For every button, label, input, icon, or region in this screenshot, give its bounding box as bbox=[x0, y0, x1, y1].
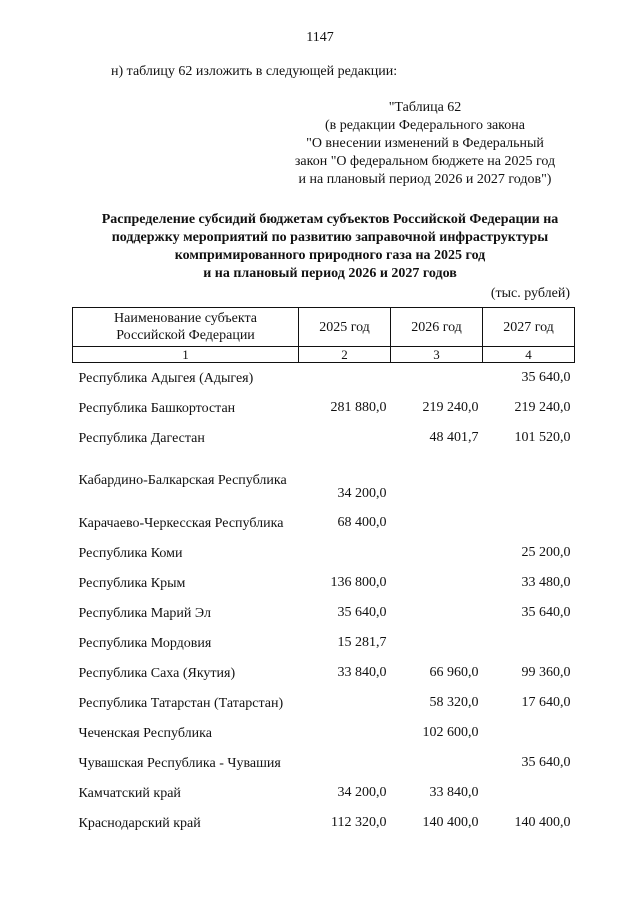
region-name: Камчатский край bbox=[78, 785, 181, 801]
value-2026: 219 240,0 bbox=[422, 400, 479, 415]
table-row bbox=[73, 598, 575, 628]
header-row bbox=[73, 308, 575, 347]
table-row bbox=[73, 538, 575, 568]
value-2025: 34 200,0 bbox=[337, 785, 387, 800]
value-2026: 102 600,0 bbox=[422, 725, 479, 740]
value-2027: 35 640,0 bbox=[521, 370, 571, 385]
value-2026 bbox=[391, 628, 483, 658]
value-2026 bbox=[391, 508, 483, 538]
value-2026: 140 400,0 bbox=[422, 815, 479, 830]
redaction-line: закон "О федеральном бюджете на 2025 год bbox=[294, 154, 556, 169]
column-number: 4 bbox=[483, 347, 575, 363]
redaction-note bbox=[260, 99, 590, 189]
value-2026 bbox=[391, 568, 483, 598]
value-2027: 17 640,0 bbox=[521, 695, 571, 710]
region-name: Краснодарский край bbox=[78, 815, 201, 831]
value-2025 bbox=[299, 688, 391, 718]
redaction-line: (в редакции Федерального закона bbox=[325, 118, 525, 133]
table-title-line: компримированного природного газа на 2025 год bbox=[174, 248, 486, 263]
page-number: 1147 bbox=[306, 30, 334, 45]
header-2027: 2027 год bbox=[483, 308, 575, 347]
table-title-line: Распределение субсидий бюджетам субъектов Российской Федерации на bbox=[101, 212, 559, 227]
units-label: (тыс. рублей) bbox=[490, 286, 570, 301]
value-2025: 68 400,0 bbox=[337, 515, 387, 530]
value-2027 bbox=[483, 778, 575, 808]
table-row bbox=[73, 363, 575, 394]
value-2026: 48 401,7 bbox=[429, 430, 479, 445]
table-row bbox=[73, 453, 575, 508]
table-row bbox=[73, 688, 575, 718]
value-2025 bbox=[299, 718, 391, 748]
value-2025 bbox=[299, 423, 391, 453]
table-row bbox=[73, 718, 575, 748]
value-2026 bbox=[391, 363, 483, 394]
header-region bbox=[73, 308, 299, 347]
table-row bbox=[73, 423, 575, 453]
value-2027: 25 200,0 bbox=[521, 545, 571, 560]
value-2025 bbox=[299, 748, 391, 778]
column-number: 1 bbox=[73, 347, 299, 363]
value-2027: 101 520,0 bbox=[514, 430, 571, 445]
value-2026: 66 960,0 bbox=[429, 665, 479, 680]
table-row bbox=[73, 748, 575, 778]
value-2025: 112 320,0 bbox=[331, 815, 387, 830]
value-2027 bbox=[483, 508, 575, 538]
value-2027 bbox=[483, 628, 575, 658]
subsidy-table bbox=[72, 307, 575, 838]
value-2027: 35 640,0 bbox=[521, 755, 571, 770]
value-2026 bbox=[391, 748, 483, 778]
table-title-line: и на плановый период 2026 и 2027 годов bbox=[203, 266, 457, 281]
region-name: Республика Саха (Якутия) bbox=[78, 665, 236, 681]
table-row bbox=[73, 568, 575, 598]
region-name: Чувашская Республика - Чувашия bbox=[78, 755, 281, 771]
header-2025: 2025 год bbox=[299, 308, 391, 347]
redaction-line: и на плановый период 2026 и 2027 годов") bbox=[298, 172, 552, 187]
value-2027: 219 240,0 bbox=[514, 400, 571, 415]
redaction-line: "Таблица 62 bbox=[388, 100, 462, 115]
column-number: 2 bbox=[299, 347, 391, 363]
value-2026: 58 320,0 bbox=[429, 695, 479, 710]
region-name: Республика Татарстан (Татарстан) bbox=[78, 695, 284, 711]
table-row bbox=[73, 658, 575, 688]
region-name: Республика Башкортостан bbox=[78, 400, 236, 416]
value-2025: 136 800,0 bbox=[330, 575, 387, 590]
region-name: Республика Мордовия bbox=[78, 635, 212, 651]
value-2026 bbox=[391, 538, 483, 568]
redaction-line: "О внесении изменений в Федеральный bbox=[306, 136, 544, 151]
region-name: Республика Коми bbox=[78, 545, 183, 561]
value-2026 bbox=[391, 598, 483, 628]
region-name: Республика Адыгея (Адыгея) bbox=[78, 370, 254, 386]
table-title bbox=[40, 211, 620, 283]
region-name: Чеченская Республика bbox=[78, 725, 212, 741]
region-name: Республика Марий Эл bbox=[78, 605, 211, 621]
column-number: 3 bbox=[391, 347, 483, 363]
table-row bbox=[73, 508, 575, 538]
value-2025: 15 281,7 bbox=[337, 635, 387, 650]
value-2025: 35 640,0 bbox=[337, 605, 387, 620]
column-number-row bbox=[73, 347, 575, 363]
value-2025 bbox=[299, 363, 391, 394]
value-2027 bbox=[483, 453, 575, 508]
header-region-line: Наименование субъекта bbox=[114, 311, 257, 326]
table-title-line: поддержку мероприятий по развитию заправочной инфраструктуры bbox=[111, 230, 549, 245]
region-name: Республика Дагестан bbox=[78, 430, 205, 446]
header-2026: 2026 год bbox=[391, 308, 483, 347]
value-2026: 33 840,0 bbox=[429, 785, 479, 800]
value-2026 bbox=[391, 453, 483, 508]
value-2027: 99 360,0 bbox=[521, 665, 571, 680]
value-2025 bbox=[299, 538, 391, 568]
region-name: Карачаево-Черкесская Республика bbox=[78, 515, 284, 531]
table-row bbox=[73, 628, 575, 658]
value-2027 bbox=[483, 718, 575, 748]
amendment-intro: н) таблицу 62 изложить в следующей редакции: bbox=[111, 64, 398, 79]
header-region-line: Российской Федерации bbox=[116, 328, 255, 343]
value-2027: 140 400,0 bbox=[514, 815, 571, 830]
table-row bbox=[73, 808, 575, 838]
value-2027: 35 640,0 bbox=[521, 605, 571, 620]
table-row bbox=[73, 778, 575, 808]
region-name: Кабардино-Балкарская Республика bbox=[78, 473, 287, 488]
value-2025: 33 840,0 bbox=[337, 665, 387, 680]
value-2025: 34 200,0 bbox=[337, 486, 387, 501]
value-2025: 281 880,0 bbox=[330, 400, 387, 415]
value-2027: 33 480,0 bbox=[521, 575, 571, 590]
table-row bbox=[73, 393, 575, 423]
region-name: Республика Крым bbox=[78, 575, 186, 591]
